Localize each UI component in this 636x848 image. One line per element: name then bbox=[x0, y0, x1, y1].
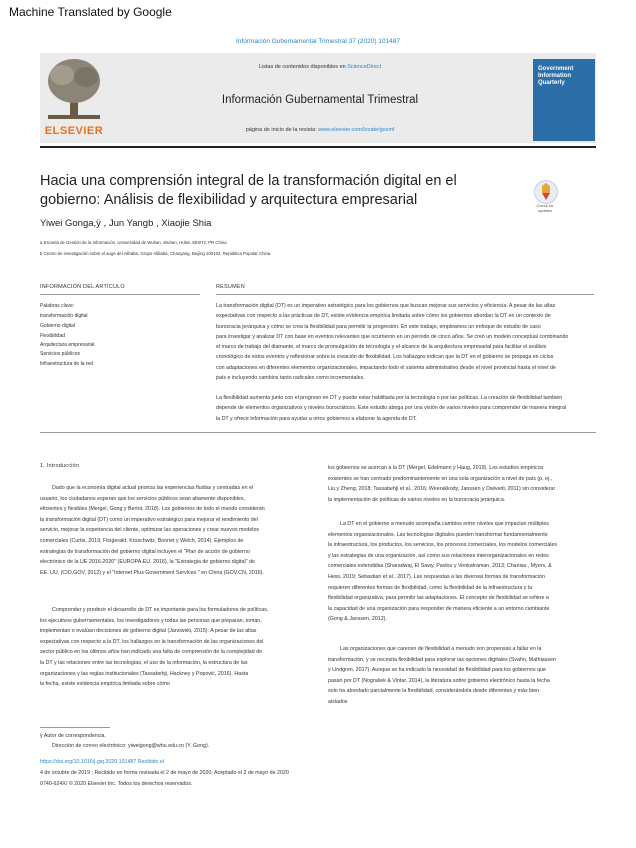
body-line: Dado que la economía digital actual prioriza las experiencias fluidas y centradas en el bbox=[52, 485, 254, 491]
homepage-link[interactable]: www.elsevier.com/locate/govinf bbox=[318, 127, 395, 133]
body-line: la DT y las relaciones entre las tecnologías, el uso de la información, la estructura de las bbox=[40, 659, 248, 666]
body-line: los gobiernos se acercan a la DT (Mergel, Edelmann y Haug, 2019). Los estudios empíricos bbox=[328, 465, 544, 471]
body-line: aislados bbox=[328, 698, 348, 705]
body-line: usuario, los ciudadanos esperan que los servicios públicos sean altamente disponibles, bbox=[40, 495, 245, 502]
article-info-rule bbox=[40, 294, 200, 295]
footnote-email: Dirección de correo electrónico: yiweigong@whu.edu.cn (Y. Gong). bbox=[52, 743, 210, 749]
intro-right-paragraph-3 bbox=[328, 644, 596, 708]
body-line: electrónico de la UE 2016-2020" (EUROPA.EU, 2016), la "Estrategia de gobierno digital" de bbox=[40, 559, 255, 566]
keyword-item: Servicios públicos bbox=[40, 351, 81, 357]
body-line: y Lindgren, 2017). Aunque se ha indicado la necesidad de flexibilidad para los gobiernos que bbox=[328, 667, 546, 674]
body-line: La DT en el gobierno a menudo acompaña cambios entre niveles que impactan múltiples bbox=[340, 521, 549, 527]
body-line: requieren diferentes formas de flexibilidad, como la flexibilidad de la infraestructura y la bbox=[328, 584, 533, 591]
abstract-line: depende de elementos organizativos y niveles burocráticos. Este estudio aboga por una visión de varios niveles para comprender de manera integral bbox=[216, 405, 567, 412]
keyword-item: Infraestructura de la red bbox=[40, 361, 94, 367]
doi-link[interactable]: https://doi.org/10.1016/j.giq.2020.101487 Recibido el bbox=[40, 759, 164, 765]
body-line: EE. UU. (CIO.GOV, 2012) y el "Internet Plus Government Services " en China (GOV.CN, 2016). bbox=[40, 569, 264, 576]
intro-right-paragraph-1 bbox=[328, 463, 596, 505]
author-list: Yiwei Gonga,ÿ , Jun Yangb , Xiaojie Shia bbox=[40, 218, 212, 229]
sciencedirect-link[interactable]: ScienceDirect bbox=[347, 64, 382, 70]
body-line: Las organizaciones que carecen de flexibilidad a menudo son propensas a fallar en la bbox=[340, 646, 542, 652]
body-line: la capacidad de una organización para responder de manera eficiente a un entorno cambiante bbox=[328, 605, 550, 612]
body-line: flexibilidad organizativa, para permitir las adaptaciones. El concepto de flexibilidad se refiere a bbox=[328, 595, 549, 602]
journal-cover-title bbox=[538, 66, 592, 87]
body-line: Liu y Zheng, 2018; Tassabehji et al., 2016; Weerakkody, Janssen y Dwivedi, 2011) sin considerar bbox=[328, 486, 556, 493]
body-line: la infraestructura, los productos, los servicios, los procesos comerciales, los modelos comerciales bbox=[328, 542, 558, 549]
abstract-line: para investigar y analizar DT con base en eventos relevantes que ocurrieron en un período de cinco años. Se creó un modelo conceptual combinando bbox=[216, 333, 569, 340]
body-line: organizaciones y las reglas institucionales (Tassabehji, Hackney y Popović, 2016). Hasta bbox=[40, 670, 249, 677]
body-line: (Gong & Janssen, 2012). bbox=[328, 616, 387, 623]
crossmark-label bbox=[528, 203, 562, 213]
abstract-paragraph-2 bbox=[216, 393, 594, 424]
abstract-line: burocracia jerárquica y cómo se crea la flexibilidad para permitir la progresión. En este trabajo, empleamos un enfoque de estudio de caso bbox=[216, 323, 541, 330]
body-line: elementos organizacionales. Las tecnologías digitales pueden transformar fundamentalmente bbox=[328, 531, 548, 538]
intro-left-paragraph-2 bbox=[40, 605, 316, 690]
body-line: comerciales extendidas (Sharadwaj, El Sawy, Pavlou y Venkatraman, 2013; Chanias , Myers, & bbox=[328, 563, 552, 570]
cover-title-line: Quarterly bbox=[538, 80, 565, 86]
keyword-item: Flexibilidad bbox=[40, 333, 66, 339]
body-line: comerciales (Curtis, 2019; Fitzgerald, Kruschwitz, Bonnet y Welch, 2014). Ejemplos de bbox=[40, 537, 244, 544]
keyword-item: transformación digital bbox=[40, 313, 88, 319]
abstract-rule bbox=[216, 294, 594, 295]
body-line: expectativas con respecto a la DT, los hallazgos en la transformación de las organizaciones del bbox=[40, 638, 264, 645]
body-line: transformación, y se necesita flexibilidad para explorar las opciones digitales (Svahn, Mathiassen bbox=[328, 656, 556, 663]
title-line: Hacia una comprensión integral de la transformación digital en el bbox=[40, 173, 457, 189]
body-line: implementan o evalúan decisiones de gobierno digital (Janowski, 2015). A pesar de las altas bbox=[40, 628, 257, 635]
body-line: servicio, mejorar la experiencia del cliente, optimizar las operaciones y crear nuevos modelos bbox=[40, 527, 260, 534]
abstract-line: país e incluyendo cambios tanto radicales como incrementales. bbox=[216, 375, 365, 382]
body-line: estrategias de transformación del gobierno digital incluyen el "Plan de acción de gobierno bbox=[40, 548, 250, 555]
body-line: eficientes y flexibles (Mergel, Gong y Bertot, 2018). Los gobiernos de todo el mundo consideran bbox=[40, 506, 265, 513]
abstract-line: La transformación digital (DT) es un imperativo estratégico para los gobiernos que buscan mejorar sus servicios y eficiencia. A pesar de las altas bbox=[216, 303, 556, 309]
abstract-paragraph-1 bbox=[216, 301, 594, 383]
body-line: la transformación digital (DT) como un imperativo estratégico para mejorar el rendimiento del bbox=[40, 516, 258, 523]
copyright: 0740-624X/ © 2020 Elsevier Inc. Todos los derechos reservados. bbox=[40, 781, 193, 787]
crossmark-label-line: updates bbox=[537, 208, 553, 213]
cover-title-line: Information bbox=[538, 73, 571, 79]
footnote-corresponding: ÿ Autor de correspondencia. bbox=[40, 733, 106, 739]
machine-translation-banner: Machine Translated by Google bbox=[9, 5, 172, 19]
body-line: pasan por DT (Nograšek & Vintar, 2014), la literatura sobre gobierno electrónico hasta la fecha bbox=[328, 677, 550, 684]
article-info-heading: INFORMACIÓN DEL ARTÍCULO bbox=[40, 284, 125, 290]
abstract-line: el marco de trabajo del diamante, el marco de promulgación de tecnología y el alcance de la arquitectura empresarial para facilitar el análisis bbox=[216, 344, 547, 351]
journal-title: Información Gubernamental Trimestral bbox=[221, 94, 419, 106]
journal-homepage bbox=[110, 127, 530, 133]
abstract-line: la DT y ofrece información para ayudar a otros gobiernos a elaborar la agenda de DT. bbox=[216, 415, 417, 422]
journal-reference[interactable]: Información Gubernamental Trimestral 37 (2020) 101487 bbox=[235, 38, 401, 45]
body-line: Comprender y predecir el desarrollo de DT es importante para los formuladores de políticas, bbox=[52, 607, 269, 613]
abstract-line: La flexibilidad aumenta junto con el progreso en DT y puede estar habilitada por la tecnología o por las políticas. La creación de flexibilidad también bbox=[216, 395, 563, 401]
body-line: los ejecutivos gubernamentales, los investigadores y todas las personas que preparan, toman, bbox=[40, 617, 262, 624]
article-dates: 4 de octubre de 2019 ; Recibido en forma revisada el 2 de mayo de 2020; Aceptado el 2 de mayo de 2020 bbox=[40, 770, 289, 776]
keywords-label: Palabras clave: bbox=[40, 303, 75, 309]
contents-availability bbox=[110, 64, 530, 70]
crossmark-label-line: Check for bbox=[536, 203, 554, 208]
affiliation-b: b Centro de investigación sobre el auge del Alibaba, Grupo Alibaba, Chaoyang, Beijing 100102, República Popular China bbox=[40, 251, 271, 256]
body-line: y las estrategias de una organización, así como sus relaciones interorganizacionales en redes bbox=[328, 552, 549, 559]
affiliation-a: a Escuela de Gestión de la Información, Universidad de Wuhan, Wuhan, Hubei 430072, PR China bbox=[40, 240, 227, 245]
contents-prefix: Listas de contenidos disponibles en bbox=[258, 64, 348, 70]
intro-left-paragraph-1 bbox=[40, 483, 316, 578]
abstract-line: cronológico de estos eventos y reflexionar sobre la creación de flexibilidad. Los hallazgos indican que la DT en el gobierno se propaga en ciclos bbox=[216, 354, 554, 361]
keyword-item: Gobierno digital bbox=[40, 323, 76, 329]
keyword-item: Arquitectura empresarial bbox=[40, 342, 95, 348]
footnote-rule bbox=[40, 727, 110, 728]
introduction-heading: 1. Introducción bbox=[40, 463, 80, 469]
body-line: la implementación de políticas de varios niveles en la burocracia jerárquica. bbox=[328, 496, 506, 503]
abstract-heading: RESUMEN bbox=[216, 284, 245, 290]
body-line: la fecha, existe evidencia empírica limitada sobre cómo bbox=[40, 681, 170, 688]
abstract-line: con adaptaciones en diferentes elementos organizacionales, impactando todo el sistema administrativo desde el nivel provincial hasta el nivel de bbox=[216, 364, 556, 371]
body-line: existentes se han centrado predominantemente en una sola organización a nivel de país (p. ej., bbox=[328, 475, 553, 482]
abstract-line: expectativas con respecto a las prácticas de DT, existe evidencia empírica limitada sobre cómo los gobiernos abordan la DT en un contexto de bbox=[216, 313, 551, 320]
title-line: gobierno: Análisis de flexibilidad y arquitectura empresarial bbox=[40, 192, 418, 208]
paper-title bbox=[40, 172, 500, 210]
crossmark-icon[interactable] bbox=[534, 180, 558, 204]
body-line: solo ha abordado parcialmente la flexibilidad, considerándola desde diferentes y más bien bbox=[328, 688, 540, 695]
abstract-bottom-rule bbox=[40, 432, 596, 433]
header-divider bbox=[40, 146, 596, 148]
body-line: Hess, 2019; Sebastian et al., 2017). Las respuestas a las diversas formas de transformación bbox=[328, 573, 545, 580]
homepage-prefix: página de inicio de la revista: bbox=[245, 127, 319, 133]
intro-right-paragraph-2 bbox=[328, 519, 596, 625]
publisher-logo-text: ELSEVIER bbox=[44, 125, 104, 137]
cover-title-line: Government bbox=[538, 66, 574, 72]
body-line: sector público en los últimos años han indicado una falta de comprensión de la complejidad de bbox=[40, 649, 263, 656]
